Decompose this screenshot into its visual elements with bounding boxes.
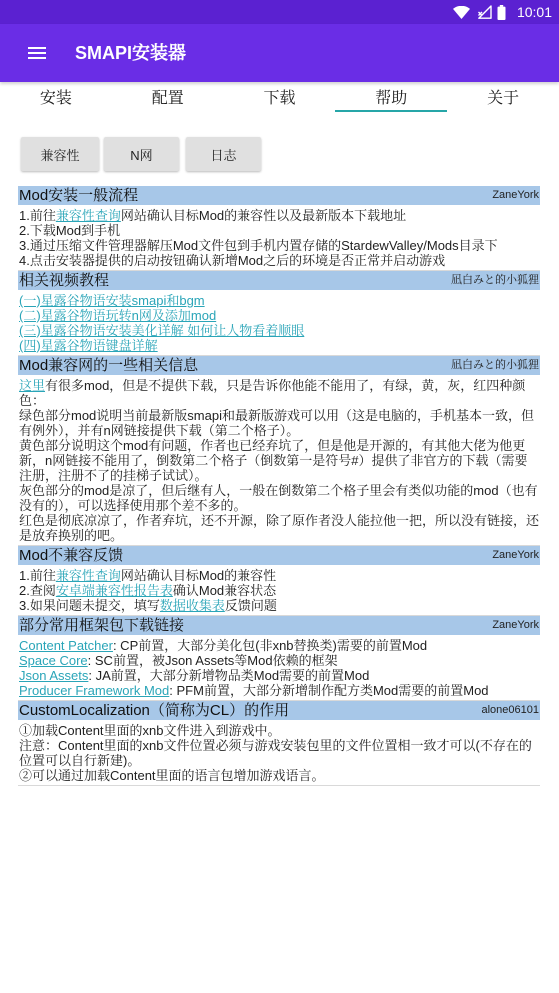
tab-bar: [0, 82, 559, 114]
section-paragraph: [19, 583, 540, 598]
section-paragraph: [19, 738, 540, 768]
log-button[interactable]: 日志: [186, 137, 261, 171]
text-link[interactable]: Space Core: [19, 653, 88, 668]
section-header: [18, 546, 540, 565]
section-paragraph: [19, 378, 540, 408]
section-title: Mod安装一般流程: [19, 187, 139, 204]
help-section: [18, 271, 540, 356]
tab-about[interactable]: [447, 82, 559, 114]
text-link[interactable]: 兼容性查询: [55, 208, 121, 223]
menu-button[interactable]: [0, 24, 56, 82]
tab-label: 下载: [263, 90, 296, 107]
text-run: 确认Mod兼容状态: [172, 583, 277, 598]
text-run: 2.查阅: [19, 583, 56, 598]
text-link[interactable]: Content Patcher: [19, 638, 113, 653]
section-author: ZaneYork: [492, 189, 539, 201]
section-paragraph: [19, 653, 540, 668]
app-bar: [0, 24, 559, 82]
wifi-icon: [453, 6, 470, 19]
section-paragraph: [19, 638, 540, 653]
section-paragraph: [19, 568, 540, 583]
section-header: [18, 186, 540, 205]
text-run: 1.前往: [19, 568, 56, 583]
section-body: [18, 375, 540, 546]
section-paragraph: [19, 683, 540, 698]
tab-label: 关于: [487, 90, 520, 107]
text-run: 网站确认目标Mod的兼容性以及最新版本下载地址: [120, 208, 407, 223]
section-body: [18, 205, 540, 271]
text-run: : JA前置，大部分新增物品类Mod需要的前置Mod: [88, 668, 370, 683]
section-header: [18, 701, 540, 720]
section-author: ZaneYork: [492, 619, 539, 631]
section-paragraph: [19, 483, 540, 513]
section-paragraph: [19, 668, 540, 683]
tab-config[interactable]: [112, 82, 224, 114]
text-run: 4.点击安装器提供的启动按钮确认新增Mod之后的环境是否正常并启动游戏: [19, 253, 446, 268]
section-paragraph: [19, 598, 540, 613]
text-run: 红色是彻底凉凉了，作者弃坑，还不开源，除了原作者没人能拉他一把，所以没有链接，还是放弃换别的吧。: [19, 513, 540, 543]
text-run: : SC前置，被Json Assets等Mod依赖的框架: [87, 653, 338, 668]
section-author: 凪白みと的小狐狸: [451, 274, 539, 286]
text-run: 绿色部分mod说明当前最新版smapi和最新版游戏可以用（这是电脑的，手机基本一致，但有例外），并有n网链接提供下载（第二个格子）。: [19, 408, 534, 438]
help-sections: [18, 186, 540, 786]
text-link[interactable]: 安卓端兼容性报告表: [55, 583, 173, 598]
battery-icon: [497, 5, 506, 20]
text-link[interactable]: (四)星露谷物语键盘详解: [19, 338, 158, 353]
section-paragraph: [19, 723, 540, 738]
text-link[interactable]: (二)星露谷物语玩转n网及添加mod: [19, 308, 217, 323]
help-section: [18, 356, 540, 546]
text-run: 2.下载Mod到手机: [19, 223, 121, 238]
text-run: : PFM前置，大部分新增制作配方类Mod需要的前置Mod: [169, 683, 489, 698]
tab-label: 安装: [39, 90, 72, 107]
compatibility-button[interactable]: 兼容性: [21, 137, 99, 171]
section-title: CustomLocalization（简称为CL）的作用: [19, 702, 290, 719]
text-run: 注意：Content里面的xnb文件位置必须与游戏安装包里的文件位置相一致才可以(不存在的位置可以自行新建)。: [19, 738, 532, 768]
section-author: alone06101: [481, 704, 539, 716]
section-paragraph: [19, 238, 540, 253]
text-link[interactable]: 兼容性查询: [55, 568, 121, 583]
section-title: Mod不兼容反馈: [19, 547, 124, 564]
nexus-button[interactable]: N网: [104, 137, 179, 171]
section-body: [18, 720, 540, 786]
section-paragraph: [19, 293, 540, 308]
section-paragraph: [19, 253, 540, 268]
section-paragraph: [19, 223, 540, 238]
section-header: [18, 271, 540, 290]
text-link[interactable]: 这里: [19, 378, 46, 393]
section-title: 部分常用框架包下载链接: [19, 617, 185, 634]
section-paragraph: [19, 438, 540, 483]
help-section: [18, 546, 540, 616]
signal-no-sim-icon: [477, 5, 492, 19]
text-run: 网站确认目标Mod的兼容性: [120, 568, 277, 583]
menu-icon: [28, 47, 46, 59]
tab-install[interactable]: [0, 82, 112, 114]
text-run: : CP前置，大部分美化包(非xnb替换类)需要的前置Mod: [112, 638, 428, 653]
help-section: [18, 701, 540, 786]
text-link[interactable]: Json Assets: [19, 668, 89, 683]
section-author: 凪白みと的小狐狸: [451, 359, 539, 371]
help-section: [18, 186, 540, 271]
text-link[interactable]: Producer Framework Mod: [19, 683, 170, 698]
section-body: [18, 635, 540, 701]
app-title: SMAPI安装器: [75, 43, 187, 63]
tab-label: 帮助: [375, 90, 408, 107]
tab-help[interactable]: [335, 82, 447, 114]
section-paragraph: [19, 208, 540, 223]
section-paragraph: [19, 768, 540, 783]
text-link[interactable]: 数据收集表: [159, 598, 225, 613]
text-run: 3.通过压缩文件管理器解压Mod文件包到手机内置存储的StardewValley/Mods目录下: [19, 238, 498, 253]
text-run: 3.如果问题未提交，填写: [19, 598, 160, 613]
tab-label: 配置: [151, 90, 184, 107]
text-run: 反馈问题: [224, 598, 277, 613]
section-paragraph: [19, 338, 540, 353]
text-run: 1.前往: [19, 208, 56, 223]
help-content: [0, 114, 559, 786]
section-title: 相关视频教程: [19, 272, 110, 289]
section-paragraph: [19, 513, 540, 543]
text-run: 灰色部分的mod是凉了，但后继有人，一般在倒数第二个格子里会有类似功能的mod（也有没有的），可以选择使用那个差不多的。: [19, 483, 538, 513]
section-header: [18, 616, 540, 635]
text-run: 有很多mod，但是不提供下载，只是告诉你他能不能用了，有绿，黄，灰，红四种颜色：: [19, 378, 526, 408]
section-body: [18, 290, 540, 356]
button-row: [18, 137, 559, 171]
section-title: Mod兼容网的一些相关信息: [19, 357, 199, 374]
section-paragraph: [19, 308, 540, 323]
text-link[interactable]: (三)星露谷物语安装美化详解 如何让人物看着顺眼: [19, 323, 305, 338]
text-run: 黄色部分说明这个mod有问题，作者也已经弃坑了，但是他是开源的，有其他大佬为他更新，n网链接不能用了，倒数第二个格子（倒数第一是符号#）提供了非官方的下载（需要注册，注册不了的挂梯子试试）。: [19, 438, 528, 483]
clock: 10:01: [516, 4, 552, 20]
status-bar: [0, 0, 559, 24]
section-header: [18, 356, 540, 375]
text-run: ①加载Content里面的xnb文件进入到游戏中。: [19, 723, 281, 738]
text-run: ②可以通过加载Content里面的语言包增加游戏语言。: [19, 768, 325, 783]
text-link[interactable]: (一)星露谷物语安装smapi和bgm: [19, 293, 205, 308]
section-paragraph: [19, 323, 540, 338]
help-section: [18, 616, 540, 701]
section-author: ZaneYork: [492, 549, 539, 561]
section-paragraph: [19, 408, 540, 438]
section-body: [18, 565, 540, 616]
tab-download[interactable]: [224, 82, 336, 114]
